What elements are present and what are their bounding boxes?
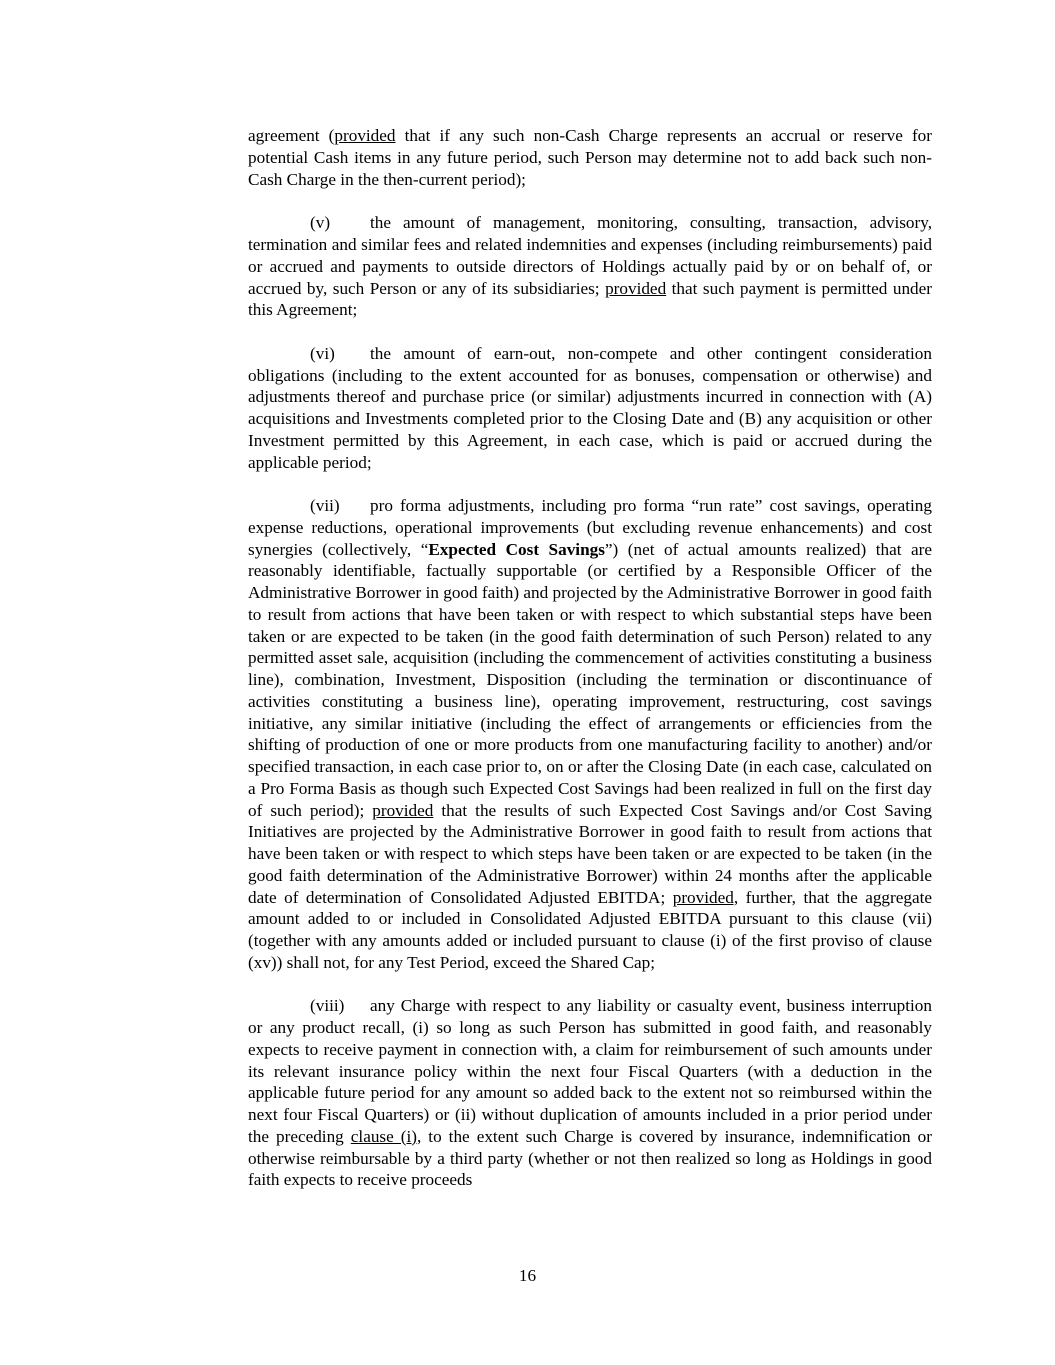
- paragraph-vii: [248, 495, 932, 974]
- paragraph-iv-continuation: [248, 125, 932, 190]
- text: any Charge with respect to any liability or casualty event, business interruption or any product recall, (i) so long as such Person has submitted in good faith, and reasonably expects to receive payment in connection with, a claim for reimbursement of such amounts under its relevant insurance policy within the next four Fiscal Quarters (with a deduction in the applicable future period for any amount so added back to the extent not so reimbursed within the next four Fiscal Quarters) or (ii) without duplication of amounts included in a prior period under the preceding: [248, 996, 932, 1146]
- provided-term: provided: [605, 278, 667, 298]
- text: that such payment is permitted under this Agreement;: [248, 278, 932, 320]
- clause-number: (vii): [310, 496, 340, 515]
- provided-further-term: provided,: [672, 887, 739, 907]
- paragraph-viii: [248, 995, 932, 1191]
- clause-number: (vi): [310, 343, 335, 363]
- text: that if any such non-Cash Charge represents an accrual or reserve for potential Cash items in any future period, such Person may determine not to add back such non-Cash Charge in the then-current period);: [248, 126, 932, 189]
- document-body: [248, 125, 932, 1213]
- paragraph-v: [248, 212, 932, 321]
- text: ”) (net of actual amounts realized) that are reasonably identifiable, factually supportable (or certified by a Responsible Officer of the Administrative Borrower in good faith) and projected by the Administrative Borrower in good faith to result from actions that have been taken or with respect to which substantial steps have been taken or are expected to be taken (in the good faith determination of such Person) related to any permitted asset sale, acquisition (including the commencement of activities constituting a business line), combination, Investment, Disposition (including the termination or discontinuance of activities constituting a business line), operating improvement, restructuring, cost savings initiative, any similar initiative (including the effect of arrangements or efficiencies from the shifting of production of one or more products from one manufacturing facility to another) and/or specified transaction, in each case prior to, on or after the Closing Date (in each case, calculated on a Pro Forma Basis as though such Expected Cost Savings had been realized in full on the first day of such period);: [248, 539, 932, 820]
- clause-number: (viii): [310, 996, 345, 1016]
- text: agreement (: [248, 126, 335, 145]
- page-number: 16: [518, 1266, 537, 1285]
- text: that the results of such Expected Cost Savings and/or Cost Saving Initiatives are projected by the Administrative Borrower in good faith to result from actions that have been taken or with respect to which steps have been taken or are expected to be taken (in the good faith determination of the Administrative Borrower) within 24 months after the applicable date of determination of Consolidated Adjusted EBITDA;: [248, 800, 932, 907]
- provided-term: provided: [334, 126, 396, 145]
- clause-number: (v): [310, 213, 331, 233]
- provided-term: provided: [372, 800, 434, 820]
- text: the amount of earn-out, non-compete and other contingent consideration obligations (including to the extent accounted for as bonuses, compensation or otherwise) and adjustments thereof and purchase price (or similar) adjustments incurred in connection with (A) acquisitions and Investments completed prior to the Closing Date and (B) any acquisition or other Investment permitted by this Agreement, in each case, which is paid or accrued during the applicable period;: [248, 343, 932, 472]
- text: the amount of management, monitoring, consulting, transaction, advisory, termination and similar fees and related indemnities and expenses (including reimbursements) paid or accrued and payments to outside directors of Holdings actually paid by or on behalf of, or accrued by, such Person or any of its subsidiaries;: [248, 213, 932, 298]
- text: , to the extent such Charge is covered by insurance, indemnification or otherwise reimbursable by a third party (whether or not then realized so long as Holdings in good faith expects to receive proceeds: [248, 1126, 932, 1190]
- clause-reference: clause (i): [350, 1126, 417, 1146]
- text: further, that the aggregate amount added to or included in Consolidated Adjusted EBITDA pursuant to this clause (vii) (together with any amounts added or included pursuant to clause (i) of the first proviso of clause (xv)) shall not, for any Test Period, exceed the Shared Cap;: [248, 887, 932, 972]
- paragraph-vi: [248, 343, 932, 474]
- text: pro forma adjustments, including pro forma “run rate” cost savings, operating expense reductions, operational improvements (but excluding revenue enhancements) and cost synergies (collectively, “: [248, 496, 932, 559]
- defined-term: Expected Cost Savings: [428, 539, 605, 559]
